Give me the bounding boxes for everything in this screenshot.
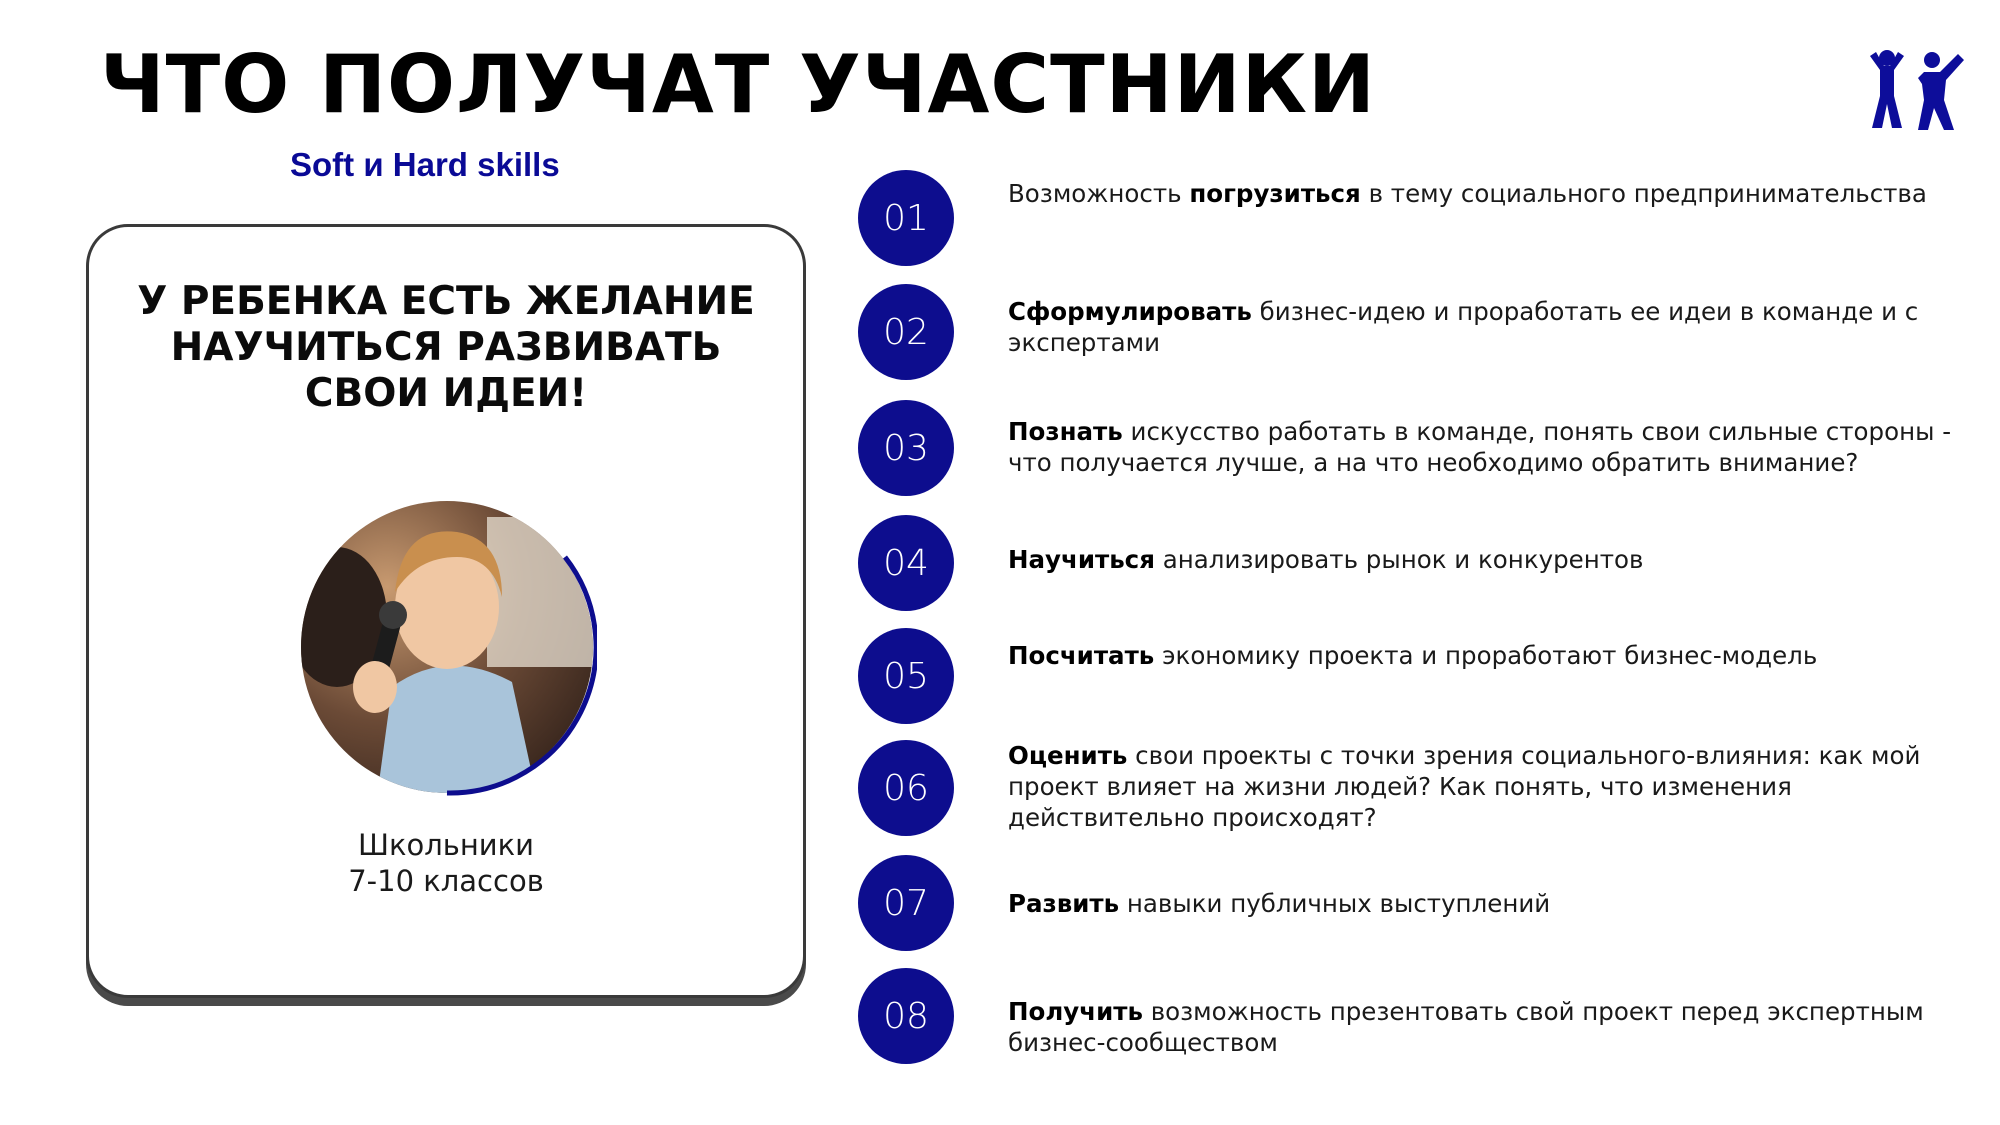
caption-line: Школьники (357, 828, 535, 862)
item-number-badge: 08 (858, 968, 954, 1064)
item-number-badge: 07 (858, 855, 954, 951)
item-text: Оценить свои проекты с точки зрения социального-влияния: как мой проект влияет на жизни людей? Как понять, что изменения действительно происходят? (1008, 741, 1921, 832)
page-title: ЧТО ПОЛУЧАТ УЧАСТНИКИ (100, 38, 1376, 131)
boy-with-microphone-photo (297, 497, 597, 797)
item-text: Сформулировать бизнес-идею и проработать ее идеи в команде и с экспертами (1008, 297, 1919, 357)
card-caption (89, 827, 803, 899)
item-number-badge: 03 (858, 400, 954, 496)
item-number-badge: 05 (858, 628, 954, 724)
card-heading-line: У РЕБЕНКА ЕСТЬ ЖЕЛАНИЕ (137, 279, 755, 324)
item-text: Посчитать экономику проекта и проработают бизнес-модель (1008, 641, 1818, 670)
card-heading-line: НАУЧИТЬСЯ РАЗВИВАТЬ (170, 325, 722, 370)
children-logo-icon (1860, 48, 1970, 132)
item-number-badge: 04 (858, 515, 954, 611)
item-text: Познать искусство работать в команде, понять свои сильные стороны - что получается лучше, а на что необходимо обратить внимание? (1008, 417, 1952, 477)
item-text: Развить навыки публичных выступлений (1008, 889, 1551, 918)
item-text: Получить возможность презентовать свой проект перед экспертным бизнес-сообществом (1008, 997, 1924, 1057)
item-number-badge: 02 (858, 284, 954, 380)
item-text: Научиться анализировать рынок и конкурентов (1008, 545, 1644, 574)
item-number-badge: 01 (858, 170, 954, 266)
caption-line: 7-10 классов (348, 864, 544, 898)
card-heading (109, 279, 783, 417)
item-text: Возможность погрузиться в тему социального предпринимательства (1008, 179, 1927, 208)
section-subtitle: Soft и Hard skills (290, 146, 560, 183)
audience-card (86, 224, 806, 998)
item-number-badge: 06 (858, 740, 954, 836)
card-heading-line: СВОИ ИДЕИ! (304, 371, 588, 416)
